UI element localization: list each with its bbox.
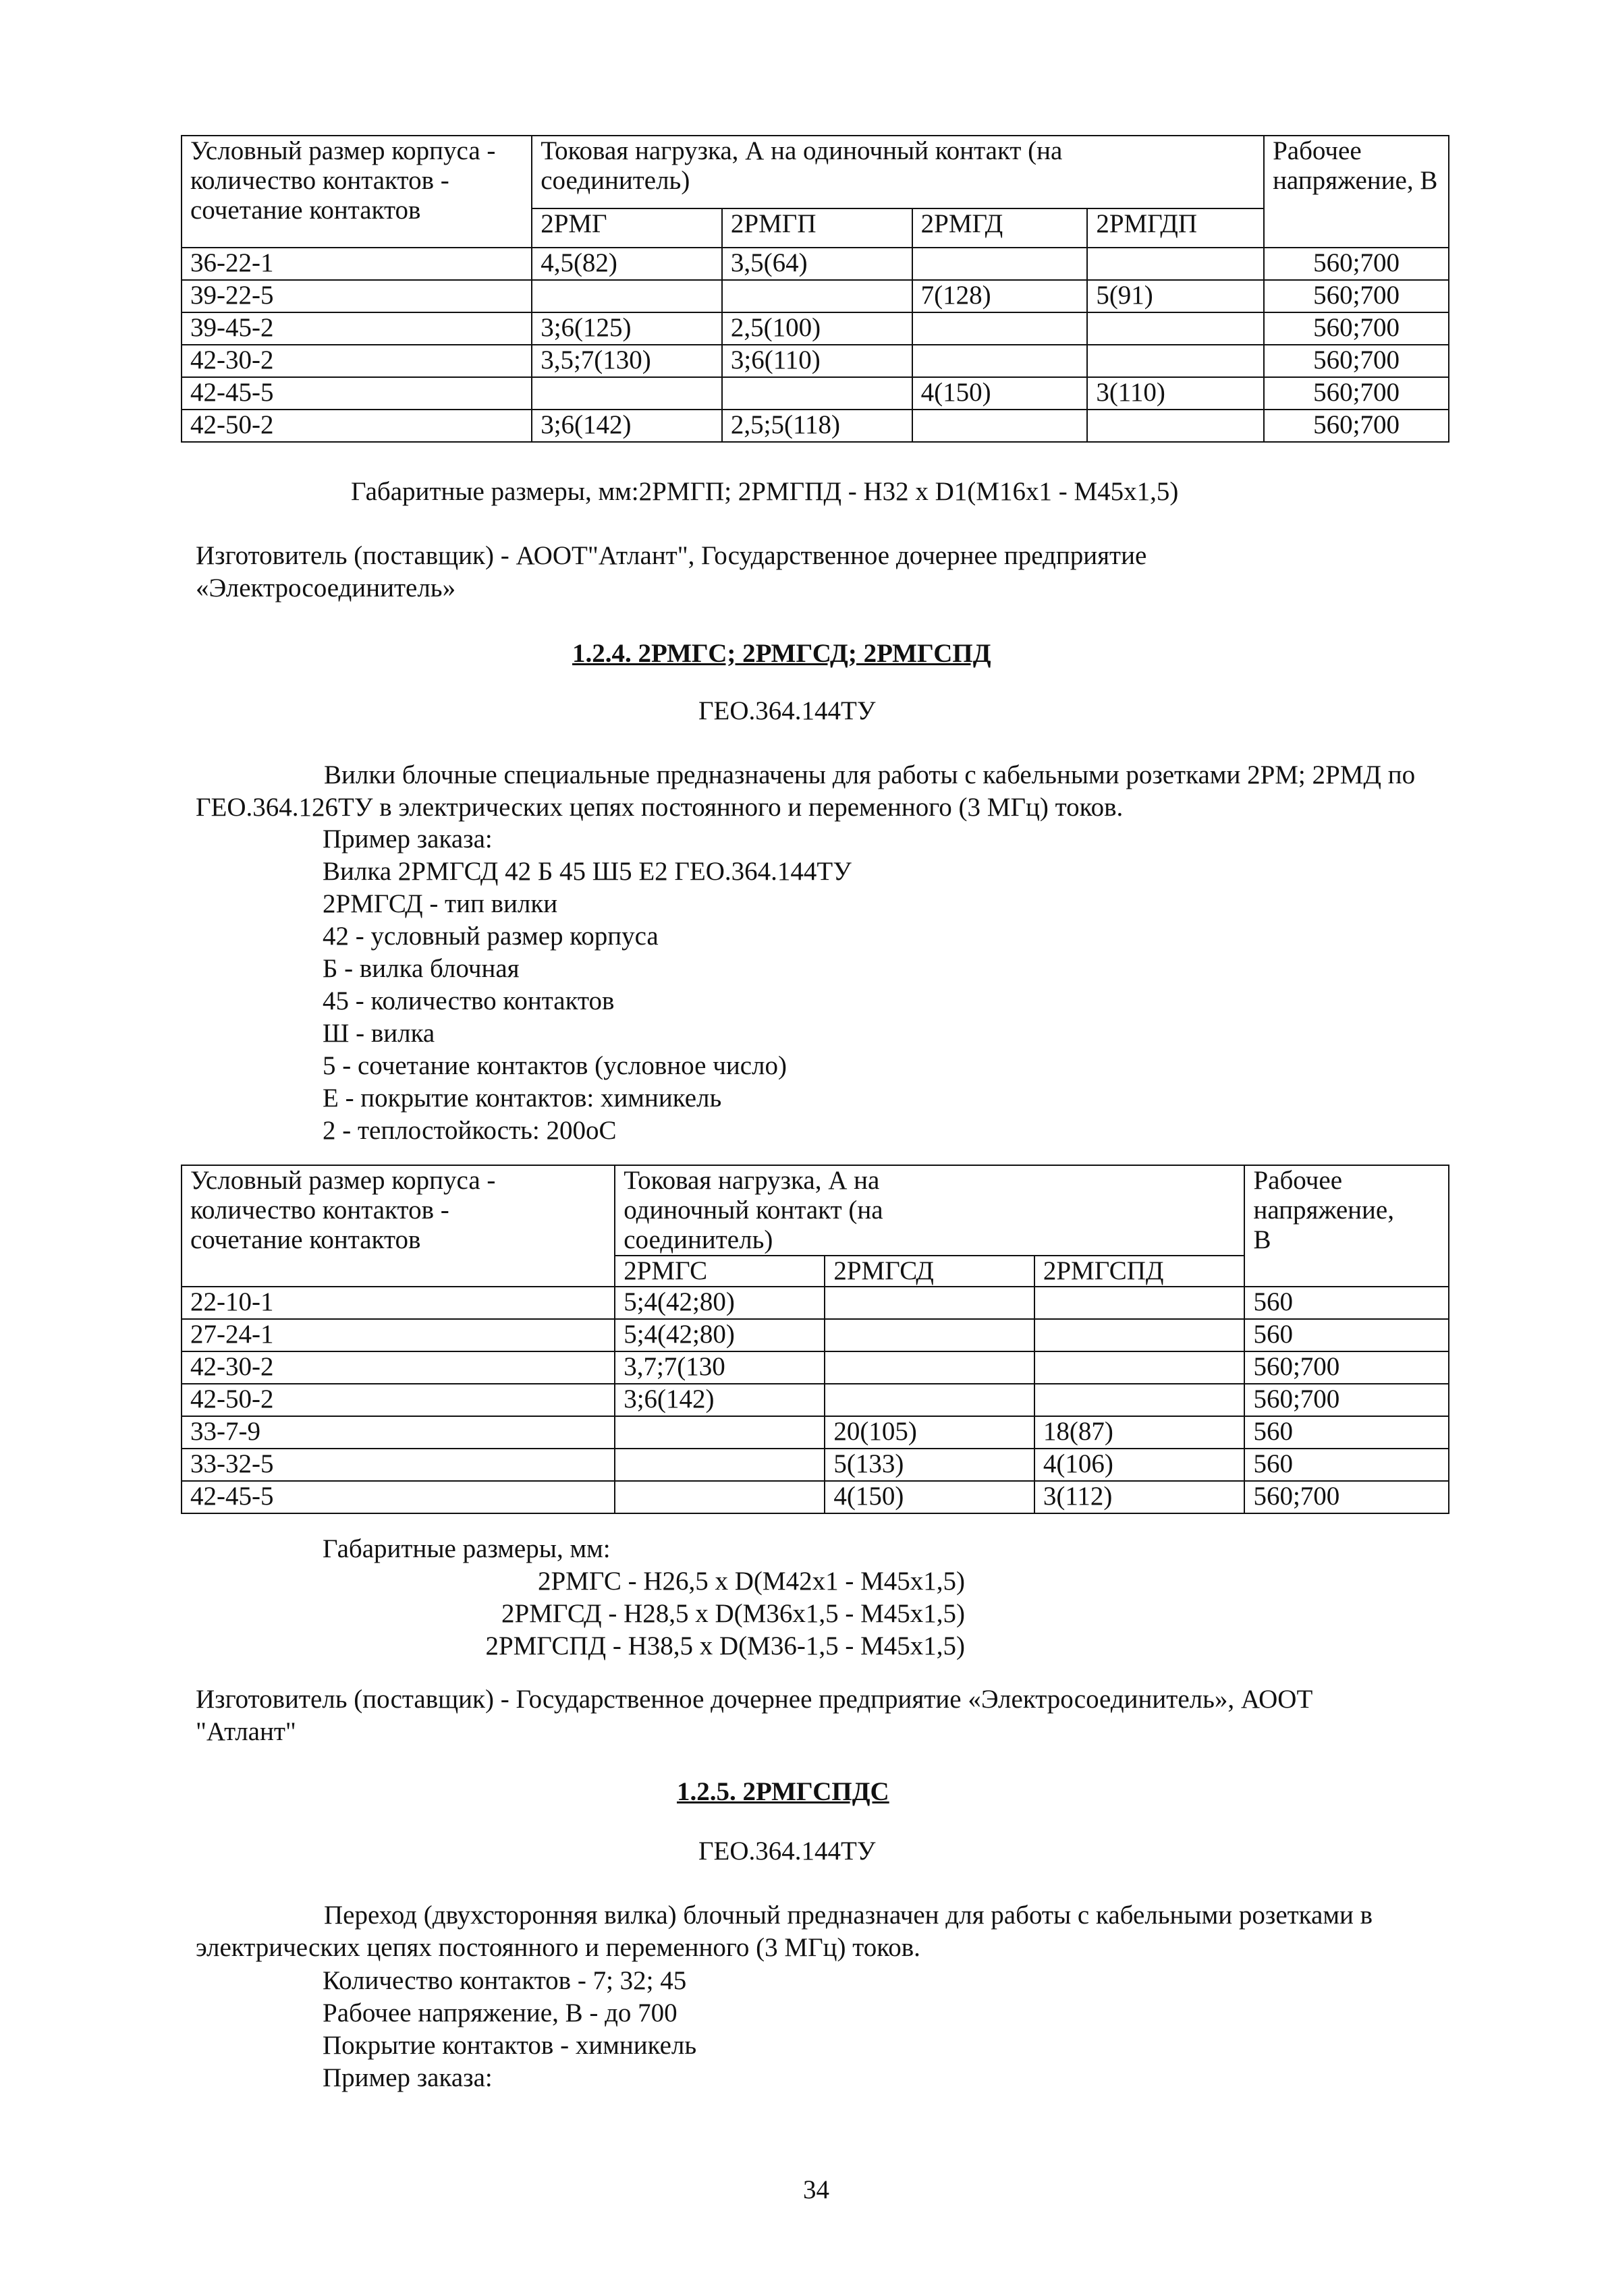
section-spec-124: ГЕО.364.144ТУ xyxy=(698,696,876,725)
table-cell: 3(112) xyxy=(1034,1481,1245,1513)
order-line: Вилка 2РМГСД 42 Б 45 Ш5 Е2 ГЕО.364.144ТУ xyxy=(323,857,852,886)
header-size: Условный размер корпуса - количество контактов - сочетание контактов xyxy=(182,1165,615,1287)
dimension-line: 2РМГСД - Н28,5 х D(М36х1,5 - М45х1,5) xyxy=(501,1599,965,1628)
table-row xyxy=(182,1449,1449,1481)
table-cell: 4,5(82) xyxy=(532,248,722,280)
table-row xyxy=(182,1351,1449,1384)
table-cell: 33-7-9 xyxy=(182,1416,615,1449)
table-cell: 33-32-5 xyxy=(182,1449,615,1481)
table-cell: 42-30-2 xyxy=(182,1351,615,1384)
dimensions-1: Габаритные размеры, мм:2РМГП; 2РМГПД - Н32 х D1(М16х1 - М45х1,5) xyxy=(351,477,1179,506)
table-cell xyxy=(532,280,722,312)
table-cell xyxy=(532,377,722,410)
table-row xyxy=(182,1384,1449,1416)
detail-line: Покрытие контактов - химникель xyxy=(323,2031,697,2060)
table-cell: 3,7;7(130 xyxy=(615,1351,825,1384)
table-cell: 4(150) xyxy=(825,1481,1034,1513)
table-cell xyxy=(912,410,1088,442)
table-cell: 5;4(42;80) xyxy=(615,1319,825,1351)
table-cell xyxy=(825,1351,1034,1384)
order-line: 5 - сочетание контактов (условное число) xyxy=(323,1051,787,1080)
manufacturer-2: Изготовитель (поставщик) - Государственное дочернее предприятие «Электросоединитель», АООТ "Атлант" xyxy=(196,1685,1313,1746)
table-cell xyxy=(722,377,912,410)
table-cell: 42-50-2 xyxy=(182,410,532,442)
dimensions-2-list xyxy=(425,1565,965,1662)
table-row xyxy=(182,1287,1449,1319)
table-cell: 7(128) xyxy=(912,280,1088,312)
subheader: 2РМГД xyxy=(912,208,1088,248)
table-cell xyxy=(1034,1351,1245,1384)
section-title-124: 1.2.4. 2РМГС; 2РМГСД; 2РМГСПД xyxy=(572,639,991,668)
table-cell: 560 xyxy=(1244,1416,1449,1449)
table-cell xyxy=(825,1384,1034,1416)
order-line: Б - вилка блочная xyxy=(323,954,520,983)
table-cell: 2,5(100) xyxy=(722,312,912,345)
header-size: Условный размер корпуса - количество контактов - сочетание контактов xyxy=(182,136,532,248)
detail-line: Пример заказа: xyxy=(323,2063,493,2092)
table-cell xyxy=(1034,1319,1245,1351)
table-cell xyxy=(615,1449,825,1481)
table-cell xyxy=(912,312,1088,345)
table-current-load-1 xyxy=(181,135,1449,443)
table-cell: 560;700 xyxy=(1264,377,1449,410)
table-cell xyxy=(722,280,912,312)
table-row xyxy=(182,1319,1449,1351)
table-cell: 560;700 xyxy=(1264,312,1449,345)
table-cell xyxy=(1087,248,1264,280)
table-row xyxy=(182,280,1449,312)
table-cell: 42-45-5 xyxy=(182,377,532,410)
table-cell: 18(87) xyxy=(1034,1416,1245,1449)
table-cell: 2,5;5(118) xyxy=(722,410,912,442)
order-line: 45 - количество контактов xyxy=(323,986,615,1015)
table-cell: 3;6(142) xyxy=(615,1384,825,1416)
table-row xyxy=(182,410,1449,442)
header-voltage: Рабочее напряжение, В xyxy=(1244,1165,1449,1287)
table-row xyxy=(182,1416,1449,1449)
table-cell: 42-45-5 xyxy=(182,1481,615,1513)
order-example-list xyxy=(323,823,852,1147)
table-cell xyxy=(825,1287,1034,1319)
table-cell xyxy=(1034,1287,1245,1319)
table-row xyxy=(182,248,1449,280)
order-line: Ш - вилка xyxy=(323,1019,435,1048)
order-line: 2 - теплостойкость: 200оС xyxy=(323,1116,617,1145)
table-cell: 560;700 xyxy=(1264,280,1449,312)
table-row xyxy=(182,377,1449,410)
subheader: 2РМГП xyxy=(722,208,912,248)
section-title-125: 1.2.5. 2РМГСПДС xyxy=(677,1777,889,1806)
table-cell xyxy=(615,1481,825,1513)
section-desc-125: Переход (двухсторонняя вилка) блочный предназначен для работы с кабельными розетками в электрических цепях постоянного и переменного (3 МГц) токов. xyxy=(196,1901,1373,1962)
subheader: 2РМГСПД xyxy=(1034,1256,1245,1287)
table-cell: 3(110) xyxy=(1087,377,1264,410)
order-line: Пример заказа: xyxy=(323,824,493,853)
table-cell xyxy=(912,248,1088,280)
table-row xyxy=(182,1481,1449,1513)
table-header-row xyxy=(182,1165,1449,1256)
table-cell xyxy=(1087,312,1264,345)
table-row xyxy=(182,345,1449,377)
table-cell xyxy=(825,1319,1034,1351)
table-cell: 5;4(42;80) xyxy=(615,1287,825,1319)
table-cell: 42-50-2 xyxy=(182,1384,615,1416)
manufacturer-1: Изготовитель (поставщик) - АООТ"Атлант", Государственное дочернее предприятие «Электросоединитель» xyxy=(196,541,1147,603)
table-cell xyxy=(912,345,1088,377)
table-cell: 22-10-1 xyxy=(182,1287,615,1319)
subheader: 2РМГДП xyxy=(1087,208,1264,248)
table-cell: 560 xyxy=(1244,1319,1449,1351)
header-current-load: Токовая нагрузка, А на одиночный контакт (на соединитель) xyxy=(615,1165,1244,1256)
table-cell: 4(106) xyxy=(1034,1449,1245,1481)
table-cell: 20(105) xyxy=(825,1416,1034,1449)
table-cell: 560 xyxy=(1244,1449,1449,1481)
table-cell: 3;6(125) xyxy=(532,312,722,345)
table-cell: 39-22-5 xyxy=(182,280,532,312)
header-voltage: Рабочее напряжение, В xyxy=(1264,136,1449,248)
subheader: 2РМГСД xyxy=(825,1256,1034,1287)
table-cell xyxy=(1087,410,1264,442)
table-cell xyxy=(1087,345,1264,377)
table-header-row xyxy=(182,136,1449,208)
table-cell: 4(150) xyxy=(912,377,1088,410)
table-cell: 3,5;7(130) xyxy=(532,345,722,377)
table-cell: 3;6(142) xyxy=(532,410,722,442)
detail-line: Рабочее напряжение, В - до 700 xyxy=(323,1998,677,2027)
table-row xyxy=(182,312,1449,345)
table-cell: 39-45-2 xyxy=(182,312,532,345)
dimension-line: 2РМГС - Н26,5 х D(М42х1 - М45х1,5) xyxy=(537,1567,965,1596)
order-line: 2РМГСД - тип вилки xyxy=(323,889,558,918)
table-cell: 42-30-2 xyxy=(182,345,532,377)
subheader: 2РМГ xyxy=(532,208,722,248)
table-cell: 27-24-1 xyxy=(182,1319,615,1351)
table-cell: 36-22-1 xyxy=(182,248,532,280)
order-line: 42 - условный размер корпуса xyxy=(323,922,659,951)
dimension-line: 2РМГСПД - Н38,5 х D(М36-1,5 - М45х1,5) xyxy=(485,1631,965,1660)
header-current-load: Токовая нагрузка, А на одиночный контакт (на соединитель) xyxy=(532,136,1264,208)
table-cell: 560;700 xyxy=(1244,1384,1449,1416)
table-cell: 3,5(64) xyxy=(722,248,912,280)
table-cell: 560;700 xyxy=(1264,345,1449,377)
subheader: 2РМГС xyxy=(615,1256,825,1287)
section-desc-124: Вилки блочные специальные предназначены для работы с кабельными розетками 2РМ; 2РМД по ГЕО.364.126ТУ в электрических цепях постоянного и переменного (3 МГц) токов. xyxy=(196,760,1416,822)
table-cell: 560 xyxy=(1244,1287,1449,1319)
table-cell xyxy=(1034,1384,1245,1416)
table-cell: 560;700 xyxy=(1244,1481,1449,1513)
dimensions-2-title: Габаритные размеры, мм: xyxy=(323,1534,611,1563)
table-current-load-2 xyxy=(181,1165,1449,1514)
section-spec-125: ГЕО.364.144ТУ xyxy=(698,1837,876,1866)
order-line: Е - покрытие контактов: химникель xyxy=(323,1084,722,1113)
table-cell: 560;700 xyxy=(1264,410,1449,442)
table-cell: 560;700 xyxy=(1244,1351,1449,1384)
page-number: 34 xyxy=(803,2175,829,2204)
table-cell: 560;700 xyxy=(1264,248,1449,280)
table-cell xyxy=(615,1416,825,1449)
table-cell: 5(133) xyxy=(825,1449,1034,1481)
table-cell: 5(91) xyxy=(1087,280,1264,312)
detail-line: Количество контактов - 7; 32; 45 xyxy=(323,1966,687,1995)
table-cell: 3;6(110) xyxy=(722,345,912,377)
section-125-details xyxy=(323,1965,696,2094)
